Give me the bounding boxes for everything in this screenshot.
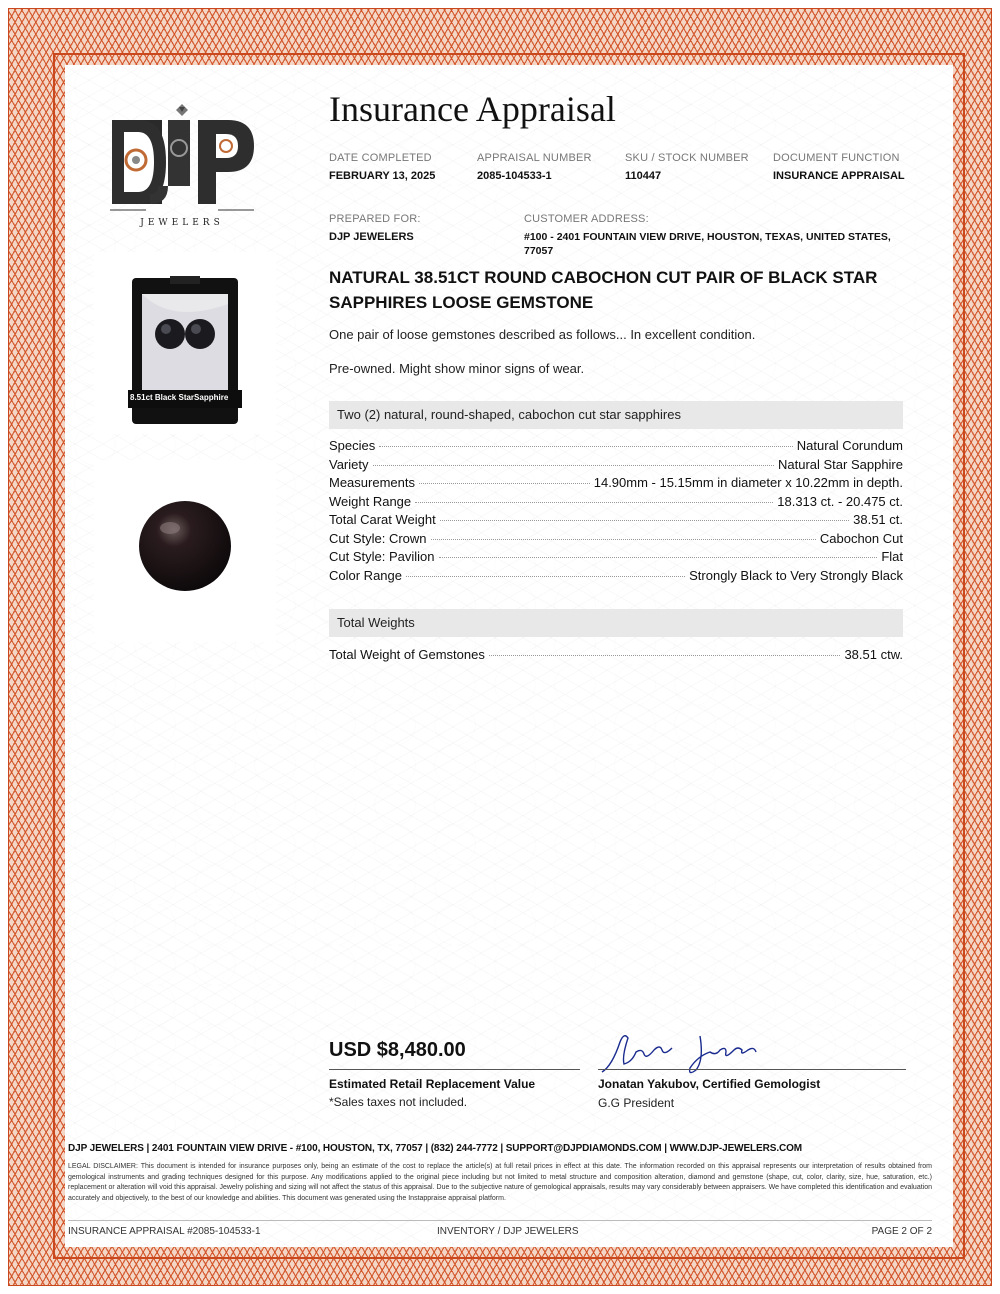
spec-row bbox=[329, 531, 903, 550]
value-label: Estimated Retail Replacement Value bbox=[329, 1077, 536, 1091]
spec-row bbox=[329, 512, 903, 531]
spec-row bbox=[329, 475, 903, 494]
spec-row bbox=[329, 494, 903, 513]
spec-value: 38.51 ctw. bbox=[844, 647, 903, 662]
footer-appraisal-ref: INSURANCE APPRAISAL #2085-104533-1 bbox=[68, 1226, 261, 1237]
spec-key: Cut Style: Pavilion bbox=[329, 549, 435, 564]
tax-note: *Sales taxes not included. bbox=[329, 1095, 468, 1109]
cabochon-photo bbox=[94, 460, 276, 642]
signature-rule bbox=[598, 1069, 906, 1070]
document-function-label: DOCUMENT FUNCTION bbox=[773, 152, 900, 164]
spec-key: Cut Style: Crown bbox=[329, 530, 427, 546]
legal-disclaimer: LEGAL DISCLAIMER: This document is intended for insurance purposes only, being an estimate of the cost to replace the article(s) at full retail prices in effect at this date. The information recorded on this appraisal represents our interpretation of results obtained from gemological instruments and grading techniques designed for this purpose. Any modifications applied to the original piece including but not limited to metal structure and composition alteration, diamond and gemstone (shape, cut, color, clarity, size, hue, saturation, etc.) replacement or alteration will void this appraisal. Jewelry polishing and sizing will not affect the status of this appraisal. Due to the subjective nature of gemological appraisals, results may vary considerably between appraisers. We have completed this identification and evaluation accurately and objectively, to the best of our knowledge and abilities. This document was generated using the Instappraise appraisal platform. bbox=[68, 1163, 932, 1202]
logo-subtitle: JEWELERS bbox=[140, 218, 224, 228]
gem-box-image-icon bbox=[94, 252, 276, 434]
prepared-for-value: DJP JEWELERS bbox=[329, 231, 414, 243]
spec-value: Cabochon Cut bbox=[819, 530, 903, 546]
item-heading: NATURAL 38.51CT ROUND CABOCHON CUT PAIR OF BLACK STAR SAPPHIRES LOOSE GEMSTONE bbox=[329, 268, 878, 312]
customer-address-line2: 77057 bbox=[524, 245, 554, 257]
spec-key: Variety bbox=[329, 456, 369, 472]
signer-name: Jonatan Yakubov, Certified Gemologist bbox=[598, 1077, 821, 1091]
cabochon-image-icon bbox=[94, 460, 276, 642]
spec-value: Natural Corundum bbox=[796, 438, 903, 453]
gemstone-specs bbox=[329, 438, 903, 586]
item-description: One pair of loose gemstones described as follows... In excellent condition. bbox=[329, 327, 756, 342]
spec-key: Total Weight of Gemstones bbox=[329, 647, 485, 662]
footer-inventory: INVENTORY / DJP JEWELERS bbox=[437, 1226, 579, 1237]
sku-value: 110447 bbox=[625, 170, 662, 182]
footer-contact: DJP JEWELERS | 2401 FOUNTAIN VIEW DRIVE - #100, HOUSTON, TX, 77057 | (832) 244-7772 | SUPPORT@DJPDIAMONDS.COM | WWW.DJP-JEWELERS.COM bbox=[68, 1143, 803, 1154]
spec-value: Strongly Black to Very Strongly Black bbox=[689, 567, 903, 583]
spec-value: Natural Star Sapphire bbox=[777, 456, 903, 472]
spec-key: Species bbox=[329, 438, 376, 453]
logo-emblem-icon bbox=[106, 100, 258, 218]
spec-key: Total Carat Weight bbox=[329, 512, 436, 527]
appraised-value: USD $8,480.00 bbox=[329, 1039, 466, 1061]
spec-row bbox=[329, 568, 903, 587]
section-total-weights-header: Total Weights bbox=[329, 609, 903, 637]
sku-label: SKU / STOCK NUMBER bbox=[625, 152, 749, 164]
spec-value: 14.90mm - 15.15mm in diameter x 10.22mm in depth. bbox=[593, 475, 903, 490]
spec-row bbox=[329, 549, 903, 568]
item-condition: Pre-owned. Might show minor signs of wear. bbox=[329, 361, 585, 376]
spec-key: Weight Range bbox=[329, 493, 412, 509]
footer-page-number: PAGE 2 OF 2 bbox=[871, 1226, 932, 1237]
gem-box-photo bbox=[94, 252, 276, 434]
spec-row bbox=[329, 647, 903, 666]
customer-address-label: CUSTOMER ADDRESS: bbox=[524, 213, 649, 225]
total-weights bbox=[329, 647, 903, 666]
page-title: Insurance Appraisal bbox=[329, 89, 616, 129]
spec-value: 18.313 ct. - 20.475 ct. bbox=[777, 493, 903, 509]
spec-row bbox=[329, 457, 903, 476]
spec-value: 38.51 ct. bbox=[853, 512, 903, 527]
customer-address-line1: #100 - 2401 FOUNTAIN VIEW DRIVE, HOUSTON, TEXAS, UNITED STATES, bbox=[524, 231, 891, 243]
date-completed-label: DATE COMPLETED bbox=[329, 152, 432, 164]
signature bbox=[596, 1028, 796, 1078]
signature-scribble-icon bbox=[596, 1028, 796, 1078]
spec-value: Flat bbox=[881, 549, 903, 564]
section-gemstones-header: Two (2) natural, round-shaped, cabochon cut star sapphires bbox=[329, 401, 903, 429]
date-completed-value: FEBRUARY 13, 2025 bbox=[329, 170, 436, 182]
appraisal-number-label: APPRAISAL NUMBER bbox=[477, 152, 592, 164]
djp-logo bbox=[106, 100, 258, 228]
signer-role: G.G President bbox=[598, 1096, 675, 1110]
gem-box-label: 8.51ct Black StarSapphire bbox=[130, 393, 229, 402]
spec-row bbox=[329, 438, 903, 457]
spec-key: Color Range bbox=[329, 567, 402, 583]
footer-rule bbox=[68, 1220, 932, 1221]
prepared-for-label: PREPARED FOR: bbox=[329, 213, 421, 225]
value-rule bbox=[329, 1069, 580, 1070]
document-function-value: INSURANCE APPRAISAL bbox=[773, 170, 905, 182]
appraisal-number-value: 2085-104533-1 bbox=[477, 170, 552, 182]
spec-key: Measurements bbox=[329, 475, 415, 490]
